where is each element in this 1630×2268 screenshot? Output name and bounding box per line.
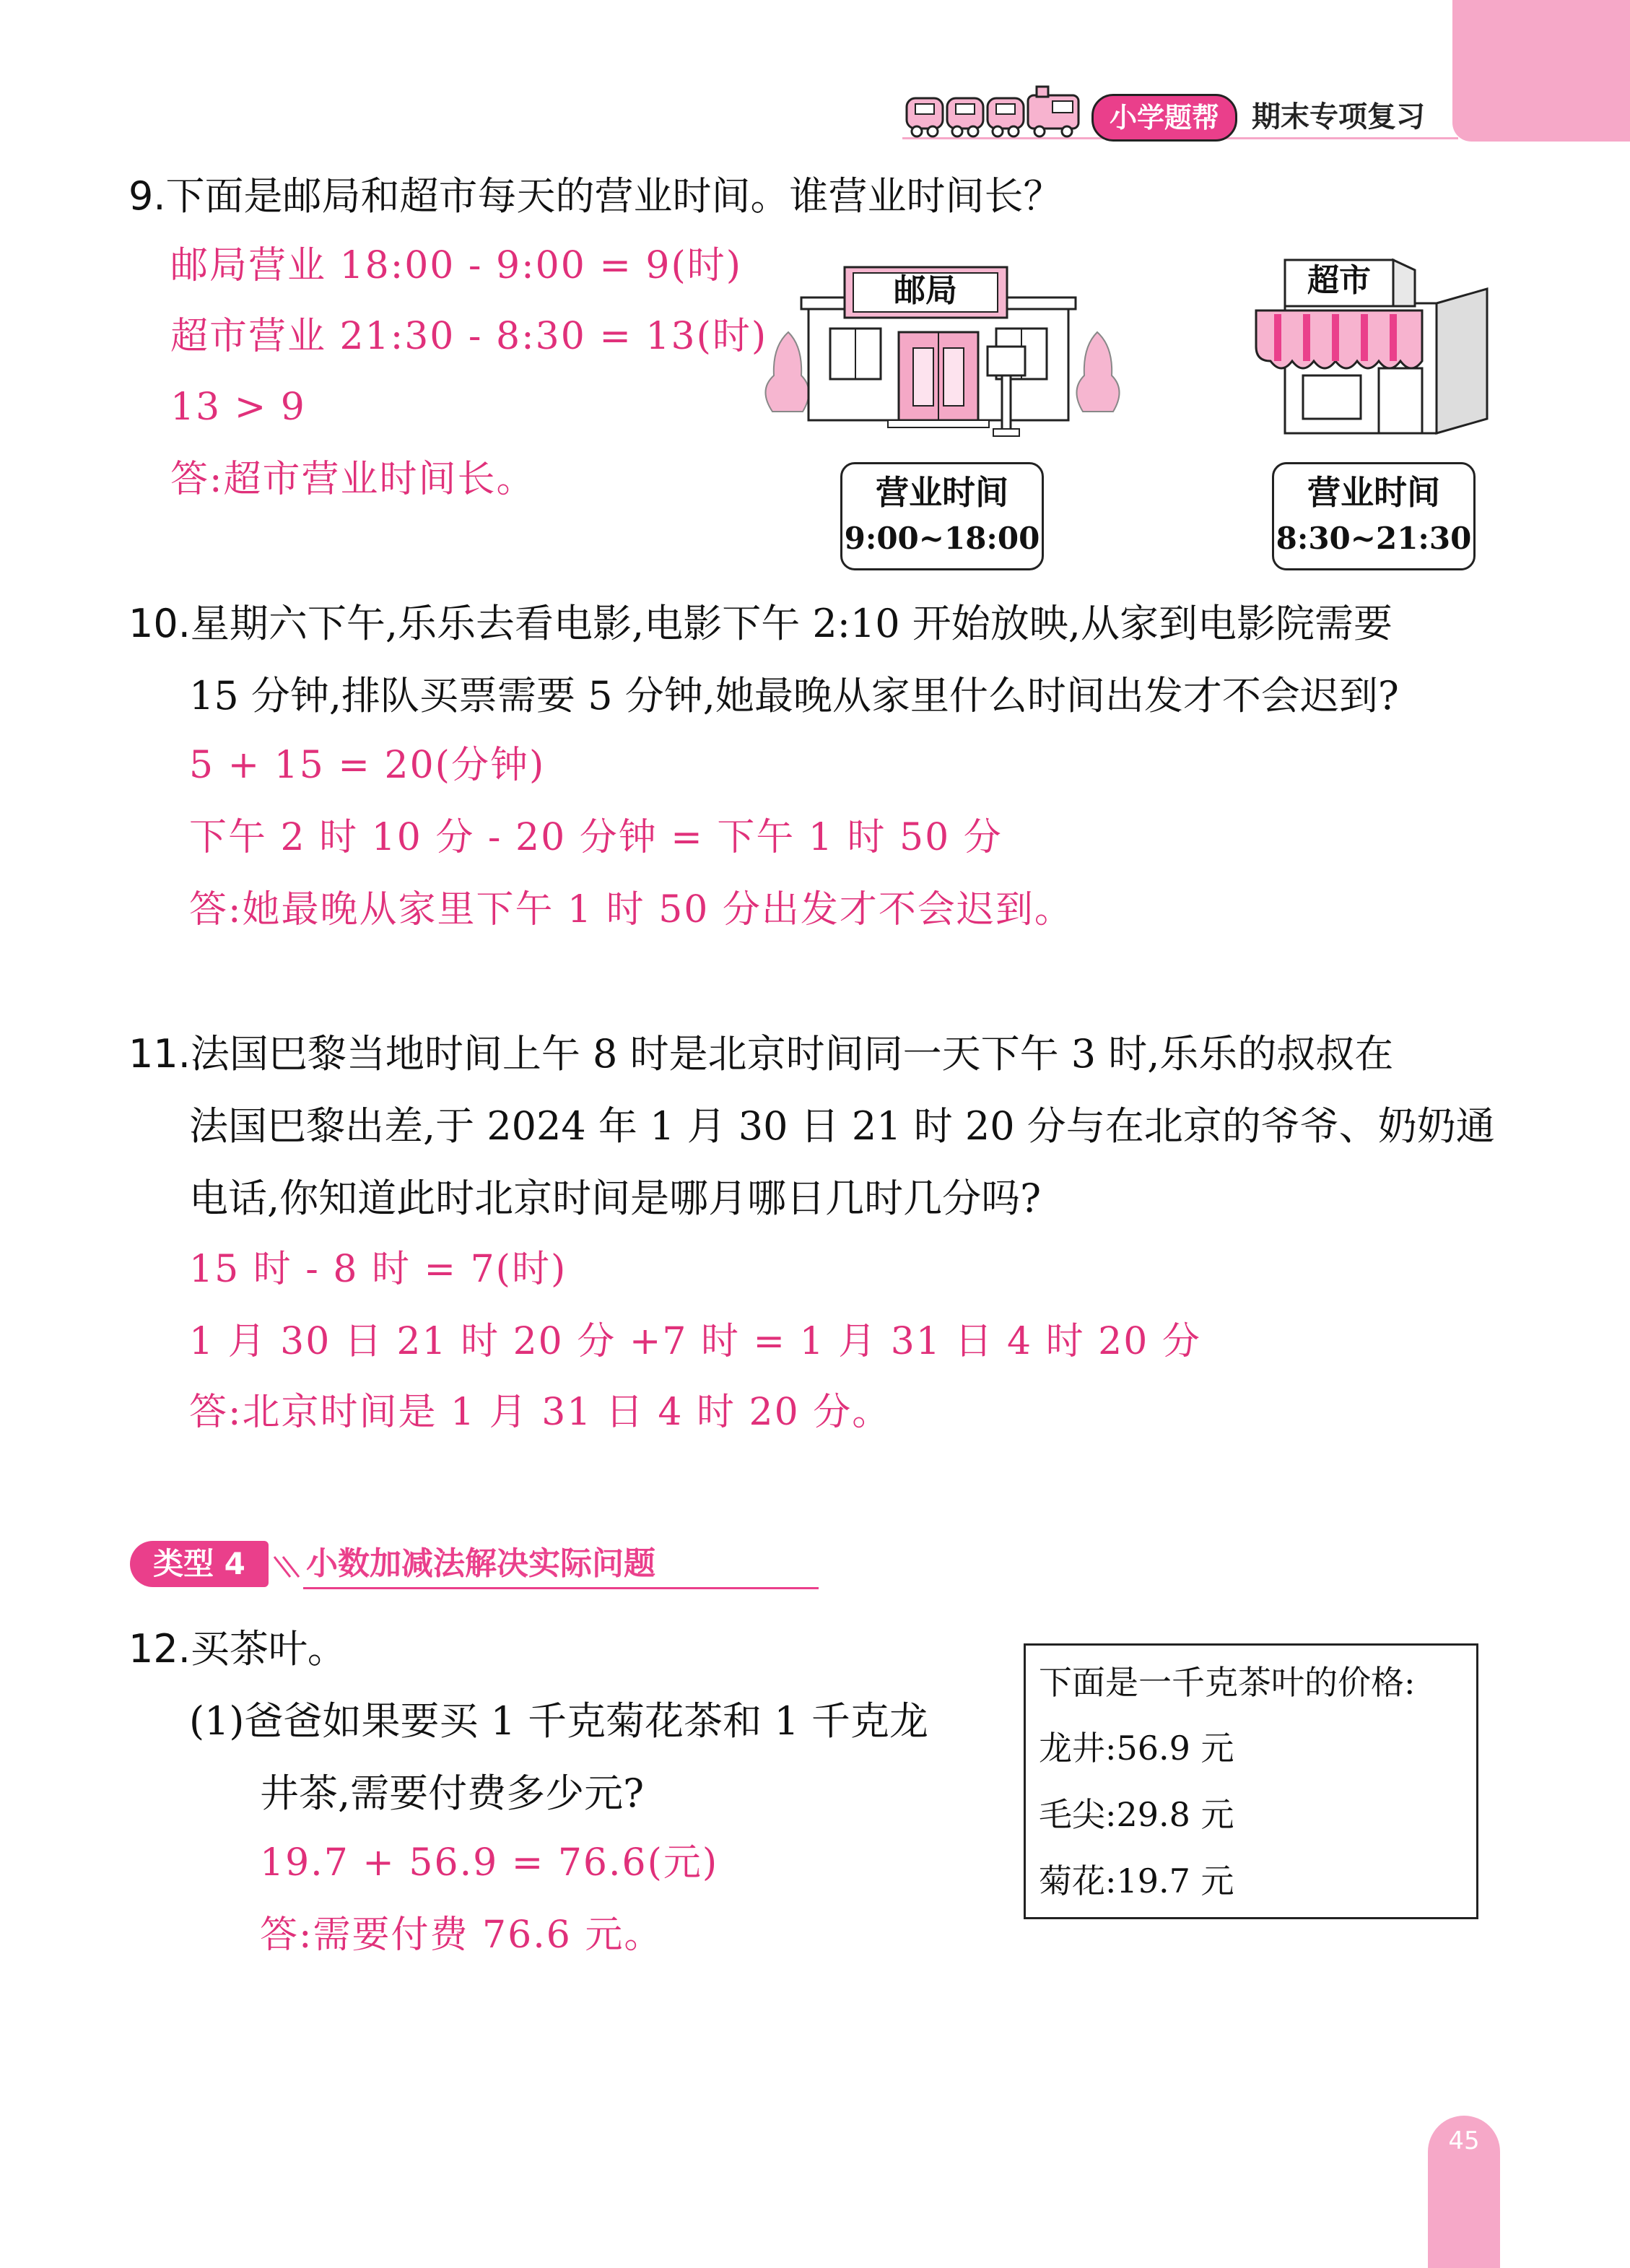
post-office-sign: 邮局 xyxy=(894,272,957,309)
q9-answer-4: 答:超市营业时间长。 xyxy=(170,458,536,501)
supermarket-hours-title: 营业时间 xyxy=(1307,473,1440,512)
price-item: 毛尖:29.8 元 xyxy=(1039,1795,1234,1834)
type4-underline xyxy=(303,1587,819,1589)
q11-answer-2: 1 月 30 日 21 时 20 分 +7 时 = 1 月 31 日 4 时 20 分 xyxy=(189,1320,1201,1363)
price-box-title: 下面是一千克茶叶的价格: xyxy=(1039,1663,1416,1702)
q11-text-1: 法国巴黎当地时间上午 8 时是北京时间同一天下午 3 时,乐乐的叔叔在 xyxy=(190,1031,1394,1077)
q11-answer-1: 15 时 - 8 时 = 7(时) xyxy=(189,1248,567,1291)
q10-answer-3: 答:她最晚从家里下午 1 时 50 分出发才不会迟到。 xyxy=(189,888,1073,931)
q11-question-line-2: 法国巴黎出差,于 2024 年 1 月 30 日 21 时 20 分与在北京的爷爷、奶奶通 xyxy=(189,1103,1495,1149)
q9-number: 9. xyxy=(128,173,166,219)
supermarket-sign: 超市 xyxy=(1307,262,1371,299)
q12-answer-2: 答:需要付费 76.6 元。 xyxy=(260,1913,663,1957)
supermarket-hours-box xyxy=(1272,462,1476,570)
post-office-hours-box xyxy=(840,462,1044,570)
price-box xyxy=(1024,1643,1478,1919)
price-item: 菊花:19.7 元 xyxy=(1039,1861,1234,1900)
q10-answer-2: 下午 2 时 10 分 - 20 分钟 = 下午 1 时 50 分 xyxy=(189,816,1003,859)
q10-question-line-1 xyxy=(128,588,1393,660)
type4-label: 类型 4 xyxy=(130,1541,269,1587)
q10-answer-1: 5 + 15 = 20(分钟) xyxy=(189,744,546,787)
q9-answer-2: 超市营业 21:30 - 8:30 = 13(时) xyxy=(170,315,768,358)
post-office-hours: 9:00~18:00 xyxy=(844,521,1040,556)
type4-title: 小数加减法解决实际问题 xyxy=(306,1545,655,1582)
q12-question xyxy=(128,1613,347,1685)
q11-answer-3: 答:北京时间是 1 月 31 日 4 时 20 分。 xyxy=(189,1391,892,1434)
section-title: 期末专项复习 xyxy=(1252,100,1425,134)
q11-question-line-3: 电话,你知道此时北京时间是哪月哪日几时几分吗? xyxy=(189,1176,1042,1221)
train-icon xyxy=(902,85,1083,143)
post-office-hours-title: 营业时间 xyxy=(876,473,1008,512)
q9-question xyxy=(128,160,1063,233)
q10-question-line-2: 15 分钟,排队买票需要 5 分钟,她最晚从家里什么时间出发才不会迟到? xyxy=(189,673,1399,718)
price-item: 龙井:56.9 元 xyxy=(1039,1729,1234,1768)
supermarket-hours: 8:30~21:30 xyxy=(1276,521,1472,556)
q10-number: 10. xyxy=(128,601,191,646)
q9-answer-1: 邮局营业 18:00 - 9:00 = 9(时) xyxy=(170,244,743,287)
q10-text-1: 星期六下午,乐乐去看电影,电影下午 2:10 开始放映,从家到电影院需要 xyxy=(190,601,1393,646)
q12-title: 买茶叶。 xyxy=(190,1626,347,1672)
page-number-tab xyxy=(1428,2116,1500,2268)
brand-label: 小学题帮 xyxy=(1109,102,1219,134)
q12-number: 12. xyxy=(128,1626,191,1672)
q11-question-line-1 xyxy=(128,1018,1393,1090)
page-number: 45 xyxy=(1448,2126,1480,2155)
q9-text: 下面是邮局和超市每天的营业时间。谁营业时间长？ xyxy=(165,173,1063,219)
header-right-tab xyxy=(1452,0,1630,142)
q12-sub-line-1: (1)爸爸如果要买 1 千克菊花茶和 1 千克龙 xyxy=(189,1698,928,1744)
brand-badge xyxy=(1091,94,1237,142)
q12-answer-1: 19.7 + 56.9 = 76.6(元) xyxy=(260,1841,719,1885)
type4-arrow-icon xyxy=(271,1552,305,1586)
q11-number: 11. xyxy=(128,1031,191,1077)
q9-answer-3: 13 > 9 xyxy=(170,386,306,429)
q12-sub-line-2: 井茶,需要付费多少元? xyxy=(260,1770,645,1816)
